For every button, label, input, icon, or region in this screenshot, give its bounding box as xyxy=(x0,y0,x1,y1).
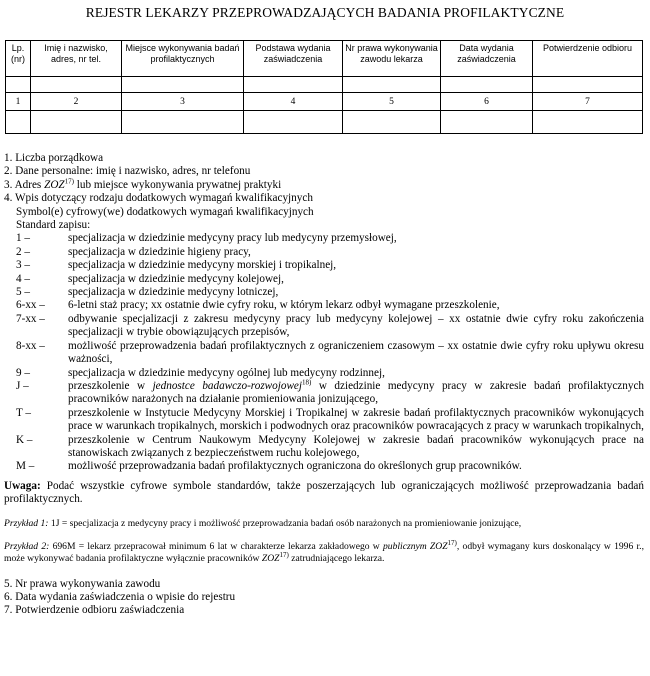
code-symbol: 3 – xyxy=(16,259,30,272)
list-item: 5. Nr prawa wykonywania zawodu xyxy=(4,577,161,590)
table-number-row xyxy=(6,93,643,111)
table-header-row xyxy=(6,41,643,77)
code-description: możliwość przeprowadzania badań profilaktycznych ograniczona do określonych grup pracowników. xyxy=(68,460,522,473)
header-name: Imię i nazwisko, adres, nr tel. xyxy=(31,41,122,77)
code-entry xyxy=(4,434,644,461)
list-item: 1. Liczba porządkowa xyxy=(4,152,104,164)
code-description: przeszkolenie w Centrum Naukowym Medycyny Kolejowej w zakresie badań pracowników wykonujących prace na stanowiskach związanych z bezpieczeństwem ruchu kolejowego, xyxy=(68,433,644,459)
code-description: specjalizacja w dziedzinie medycyny kolejowej, xyxy=(68,272,284,285)
code-description: możliwość przeprowadzenia badań profilaktycznych z ograniczeniem czasowym – xx ostatnie dwie cyfry roku upływu okresu ważności, xyxy=(68,339,644,366)
col-number: 1 xyxy=(6,93,31,111)
col-number: 4 xyxy=(244,93,343,111)
list-item: 2. Dane personalne: imię i nazwisko, adres, nr telefonu xyxy=(4,165,251,178)
code-description: specjalizacja w dziedzinie higieny pracy, xyxy=(68,245,251,258)
list-item: 4. Wpis dotyczący rodzaju dodatkowych wymagań kwalifikacyjnych xyxy=(4,192,313,205)
code-description: przeszkolenie w Instytucie Medycyny Morskiej i Tropikalnej w zakresie badań profilaktycznych pracowników wykonujących prace w warunkach tropikalnych, morskich i podwodnych oraz pracowników powracających z pracy w warunkach tropikalnych, xyxy=(68,406,644,433)
tail-list xyxy=(4,578,644,618)
example-1: Przykład 1: 1J = specjalizacja z medycyny pracy i możliwość przeprowadzania badań osób narażonych na promieniowanie jonizujące, xyxy=(4,517,522,529)
table-spacer-row xyxy=(6,77,643,93)
header-date: Data wydania zaświadczenia xyxy=(441,41,533,77)
code-symbol: 4 – xyxy=(16,272,30,285)
code-list xyxy=(4,407,644,474)
list-subitem: Symbol(e) cyfrowy(we) dodatkowych wymagań kwalifikacyjnych xyxy=(16,205,314,218)
example-2: Przykład 2: 696M = lekarz przepracował minimum 6 lat w charakterze lekarza zakładowego w publicznym ZOZ$^{17)}$, odbył wymagany kurs doskonalący w 1996 r., może wykonywać badania profilaktyczne wyłącznie pracowników ZOZ$^{17)}$ zatrudniającego lekarza. xyxy=(4,538,644,564)
code-entry xyxy=(4,460,644,473)
code-symbol: 9 – xyxy=(16,366,30,379)
table-empty-row xyxy=(6,111,643,134)
list-item: 6. Data wydania zaświadczenia o wpisie do rejestru xyxy=(4,590,236,603)
code-symbol: 2 – xyxy=(16,245,30,258)
code-entry xyxy=(4,380,644,407)
code-symbol: 8-xx – xyxy=(16,339,45,352)
code-entry xyxy=(4,246,644,259)
note: Uwaga: Podać wszystkie cyfrowe symbole standardów, także poszerzających lub ograniczających możliwość przeprowadzania badań profilaktycznych. xyxy=(4,479,644,506)
code-description: przeszkolenie w jednostce badawczo-rozwojowej$^{18)}$ w dziedzinie medycyny pracy w zakresie badań profilaktycznych pracowników narażonych na działanie promieniowania jonizującego, xyxy=(68,378,645,406)
col-number: 2 xyxy=(31,93,122,111)
document-title: REJESTR LEKARZY PRZEPROWADZAJĄCYCH BADANIA PROFILAKTYCZNE xyxy=(85,5,565,20)
header-lp: Lp. (nr) xyxy=(6,41,31,77)
header-receipt: Potwierdzenie odbioru xyxy=(533,41,643,77)
code-entry xyxy=(4,259,644,272)
list-subitem: Standard zapisu: xyxy=(16,219,91,232)
code-description: specjalizacja w dziedzinie medycyny pracy lub medycyny przemysłowej, xyxy=(68,232,397,245)
code-entry xyxy=(4,340,644,367)
code-entry xyxy=(4,313,644,340)
code-symbol: T – xyxy=(16,406,32,419)
registry-table xyxy=(5,40,643,134)
list-item: 3. Adres ZOZ$^{17)}$ lub miejsce wykonywania prywatnej praktyki xyxy=(4,177,282,191)
code-symbol: 7-xx – xyxy=(16,312,45,325)
code-description: odbywanie specjalizacji z zakresu medycyny pracy lub medycyny kolejowej – xx ostatnie dwie cyfry roku zakończenia specjalizacji w trybie obowiązujących przepisów, xyxy=(68,312,644,339)
col-number: 3 xyxy=(122,93,244,111)
code-symbol: J – xyxy=(16,379,29,392)
explanations xyxy=(4,152,644,618)
code-entry xyxy=(4,273,644,286)
code-symbol: 1 – xyxy=(16,232,30,245)
code-entry xyxy=(4,407,644,434)
code-symbol: 6-xx – xyxy=(16,299,45,312)
code-description: specjalizacja w dziedzinie medycyny ogólnej lub medycyny rodzinnej, xyxy=(68,366,385,379)
header-place: Miejsce wykonywania badań profilaktycznych xyxy=(122,41,244,77)
code-entry xyxy=(4,299,644,312)
list-item: 7. Potwierdzenie odbioru zaświadczenia xyxy=(4,604,185,617)
code-list xyxy=(4,232,644,379)
code-symbol: M – xyxy=(16,460,35,473)
code-entry xyxy=(4,286,644,299)
code-symbol: 5 – xyxy=(16,286,30,299)
code-description: specjalizacja w dziedzinie medycyny morskiej i tropikalnej, xyxy=(68,259,337,272)
col-number: 7 xyxy=(533,93,643,111)
col-number: 6 xyxy=(441,93,533,111)
header-basis: Podstawa wydania zaświadczenia xyxy=(244,41,343,77)
code-symbol: K – xyxy=(16,433,33,446)
code-description: specjalizacja w dziedzinie medycyny lotniczej, xyxy=(68,286,279,299)
code-description: 6-letni staż pracy; xx ostatnie dwie cyfry roku, w którym lekarz odbył wymagane przeszkolenie, xyxy=(68,299,500,312)
col-number: 5 xyxy=(343,93,441,111)
code-entry xyxy=(4,367,644,380)
code-entry xyxy=(4,232,644,245)
header-license: Nr prawa wykonywania zawodu lekarza xyxy=(343,41,441,77)
